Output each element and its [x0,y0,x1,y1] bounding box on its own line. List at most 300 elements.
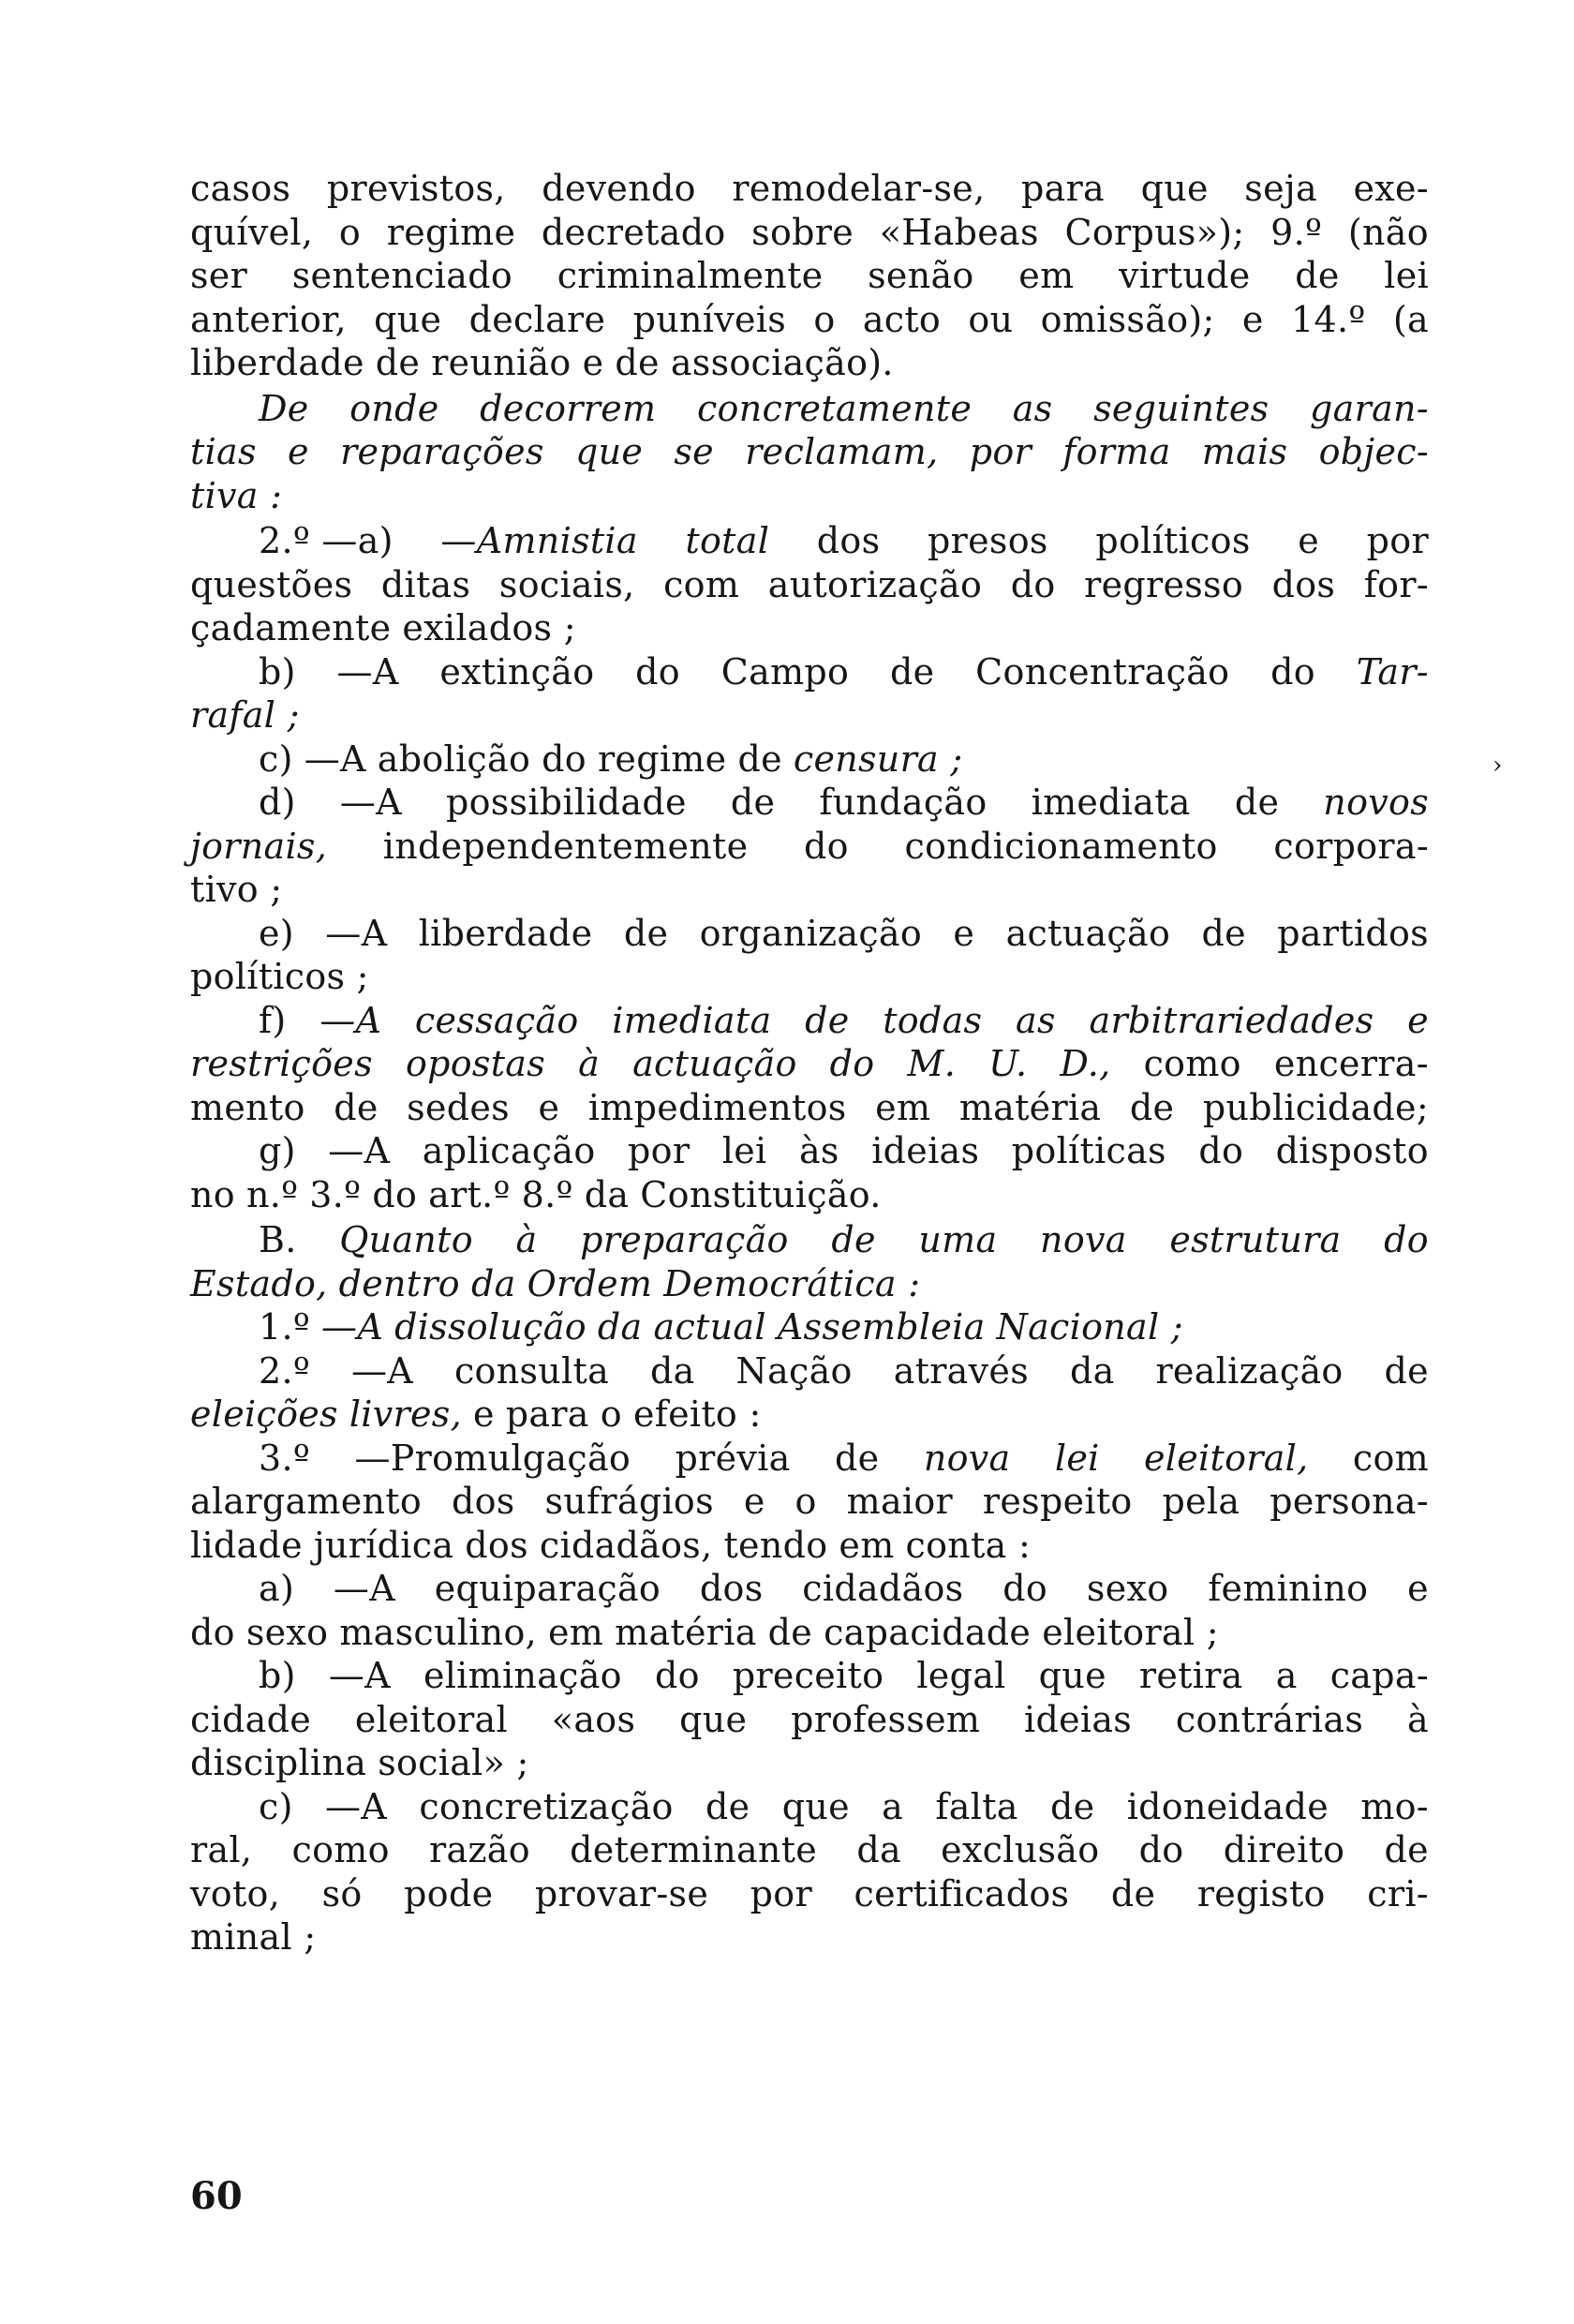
word: de [730,782,776,823]
word: presos [928,520,1048,561]
word: do [804,825,849,867]
text-line [190,912,1429,956]
word: —A [325,1785,388,1827]
word: de [1129,1086,1175,1128]
word: do [1010,563,1056,605]
text-line [190,1173,1429,1217]
word: em [875,1086,931,1128]
word: —Amnistia [440,520,638,561]
word: uma [918,1219,998,1260]
word: capa- [1329,1655,1429,1696]
word: —A [333,1568,395,1609]
word: eleições [190,1393,338,1435]
word: e [743,1481,765,1522]
word: encerra- [1273,1043,1429,1084]
text-line [190,1741,1429,1785]
text-line [190,1218,1429,1262]
word: estrutura [1169,1219,1342,1260]
word: corpora- [1273,825,1429,867]
word: retira [1138,1655,1243,1696]
word: Democrática : [663,1262,921,1304]
word: —A [339,782,402,823]
word: çadamente [190,607,392,648]
text-line [190,955,1429,999]
word: Assembleia [777,1306,986,1348]
word: 1.º [259,1306,311,1348]
word: —A [328,1130,391,1171]
word: da [584,1173,630,1215]
text-line [190,254,1429,298]
word: provar-se [534,1872,709,1914]
word: equiparação [434,1568,661,1609]
word: censura ; [793,737,963,780]
word: sexo [1086,1568,1169,1609]
word: pela [1162,1481,1240,1522]
word: extinção [439,650,595,693]
word: imediata [612,999,772,1041]
word: anterior, [190,298,347,340]
word: sexo [245,1611,329,1653]
word: f) [259,999,287,1041]
word: senão [868,255,974,296]
word: eliminação [423,1655,622,1696]
word: —A [325,912,388,954]
word: exe- [1353,168,1429,209]
word: e [1298,520,1320,561]
text-line [190,1915,1429,1959]
word: regresso [1084,563,1244,605]
word: —A [336,650,399,693]
word: cidadãos, [539,1524,713,1566]
word: conta : [905,1524,1032,1566]
word: às [798,1130,839,1171]
word: sufrágios [544,1481,714,1522]
word: dos [451,1481,515,1522]
text-line [190,387,1429,431]
text-line [190,563,1429,607]
word: De [259,387,309,429]
word: —A [304,737,366,780]
text-line [190,1393,1429,1437]
word: consulta [453,1349,610,1392]
word: c) [259,737,293,780]
word: criminalmente [557,255,824,296]
word: e [538,1086,560,1128]
word: independentemente [382,825,749,867]
word: do [829,1043,875,1084]
word: em [839,1524,895,1566]
word: em [1018,255,1075,296]
word: respeito [982,1481,1133,1522]
word: concretamente [696,387,973,429]
text-line [190,1654,1429,1698]
word: efeito : [632,1393,762,1435]
word: da [470,1262,516,1304]
word: políticos [1095,520,1251,561]
word: seja [1244,168,1317,209]
word: previstos, [326,168,506,209]
word: Nacional ; [996,1306,1183,1348]
word: determinante [570,1829,818,1870]
word: sobre [751,211,854,253]
word: da [649,1349,695,1392]
word: publicidade; [1202,1086,1429,1128]
word: que [1140,168,1209,209]
word: Quanto [339,1219,473,1260]
word: eleitoral [354,1698,508,1740]
word: nova [923,1437,1011,1479]
word: para [1021,168,1106,209]
word: o [794,1481,817,1522]
word: declare [468,298,606,340]
word: B. [259,1219,297,1260]
word: abolição [377,737,531,780]
word: arbitrariedades [1089,999,1374,1041]
word: de [334,1086,379,1128]
word: condicionamento [904,825,1218,867]
word: por [628,1130,690,1171]
word: as [1016,999,1056,1041]
word: —A [319,999,382,1041]
word: de [1384,1829,1429,1870]
word: exclusão [941,1829,1100,1870]
word: todas [883,999,983,1041]
word: 9.º [1270,211,1323,253]
word: garan- [1310,387,1429,429]
word: imediata [1031,782,1191,823]
text-line [190,1042,1429,1086]
text-line [190,825,1429,869]
word: ral, [190,1829,253,1870]
text-line [190,519,1429,563]
word: regime [386,211,516,253]
word: à [1406,1698,1429,1740]
word: 8.º [521,1173,573,1215]
word: actuação [1005,912,1171,954]
word: direito [1223,1829,1345,1870]
word: do [1002,1568,1048,1609]
word: decretado [541,211,726,253]
word: tiva : [190,474,283,516]
word: (a [1392,298,1429,340]
word: Nação [735,1349,853,1392]
word: pode [404,1872,494,1914]
word: e [288,431,309,472]
word: tivo ; [190,869,283,910]
word: dos [465,1524,528,1566]
word: as [1012,387,1053,429]
word: razão [429,1829,530,1870]
word: preparação [580,1219,789,1260]
word: social» ; [378,1742,529,1783]
word: falta [935,1785,1018,1827]
word: onde [349,387,439,429]
word: de [375,342,421,383]
word: Campo [720,650,850,693]
word: o [338,211,362,253]
word: casos [190,168,291,209]
word: dos [816,520,881,561]
word: o [813,298,836,340]
text-line [190,1129,1429,1173]
body-text [190,167,1429,1959]
text-line [190,650,1429,694]
word: alargamento [190,1481,423,1522]
word: tias [190,431,257,472]
word: idoneidade [1126,1785,1329,1827]
word: dissolução [394,1306,587,1348]
text-line [190,737,1429,782]
word: U. [988,1043,1028,1084]
word: fundação [819,782,987,823]
text-line [190,1086,1429,1130]
word: «Habeas [879,211,1039,253]
word: para [505,1393,589,1435]
word: políticos ; [190,956,369,997]
word: Ordem [527,1262,653,1304]
word: matéria [958,1086,1102,1128]
word: objec- [1318,431,1429,472]
word: e [1407,999,1429,1041]
word: com [663,563,740,605]
word: minal ; [190,1916,317,1958]
text-line [190,1698,1429,1742]
word: restrições [190,1043,373,1084]
word: puníveis [632,298,787,340]
word: se [674,431,714,472]
word: feminino [1208,1568,1369,1609]
word: disposto [1275,1130,1429,1171]
word: d) [259,782,296,823]
word: de [615,342,660,383]
word: acto [862,298,942,340]
word: voto, [190,1872,281,1914]
word: prévia [675,1437,791,1479]
word: ser [190,255,248,296]
word: 3.º [309,1173,362,1215]
word: da [1069,1349,1115,1392]
word: de [767,1611,813,1653]
word: Concentração [975,650,1230,693]
word: liberdade [190,342,364,383]
text-line [190,868,1429,912]
word: b) [259,650,296,693]
word: tendo [723,1524,828,1566]
text-line [190,1872,1429,1916]
word: autorização [767,563,983,605]
word: de [834,1437,880,1479]
word: certificados [854,1872,1070,1914]
word: como [1143,1043,1241,1084]
word: a [1275,1655,1298,1696]
word: reparações [340,431,544,472]
word: que [1038,1655,1106,1696]
text-line [190,474,1429,518]
word: lei [1054,1437,1100,1479]
word: virtude [1119,255,1251,296]
word: de [831,1219,876,1260]
word: maior [846,1481,953,1522]
word: actual [653,1306,766,1348]
word: a [882,1785,904,1827]
word: remodelar-se, [732,168,986,209]
text-line [190,1480,1429,1524]
word: reunião [431,342,572,383]
word: matéria [615,1611,757,1653]
word: —A [328,1655,391,1696]
text-line [190,341,1429,385]
word: sedes [407,1086,510,1128]
word: por [750,1872,812,1914]
text-line [190,606,1429,650]
word: como [291,1829,390,1870]
word: que [574,431,644,472]
word: contrárias [1175,1698,1364,1740]
word: preceito [732,1655,884,1696]
word: cessação [414,999,579,1041]
word: do [1384,1219,1429,1260]
word: M. [907,1043,957,1084]
word: ditas [380,563,471,605]
word: impedimentos [587,1086,847,1128]
word: regime [597,737,727,780]
word: lidade [190,1524,303,1566]
word: reclamam, [745,431,939,472]
word: eleitoral, [1144,1437,1309,1479]
word: que [679,1698,748,1740]
word: do [1138,1829,1184,1870]
margin-mark: › [1492,752,1503,780]
word: sociais, [498,563,635,605]
word: ideias [871,1130,980,1171]
word: Corpus»); [1064,211,1245,253]
text-line [190,1305,1429,1349]
page-number: 60 [190,2174,243,2218]
word: n.º [245,1173,299,1215]
text-line [190,1611,1429,1655]
word: e [953,912,975,954]
word: actuação [632,1043,797,1084]
word: capacidade [824,1611,1032,1653]
word: quível, [190,211,314,253]
word: só [321,1872,363,1914]
word: liberdade [418,912,593,954]
word: do [635,650,680,693]
word: mo- [1360,1785,1429,1827]
word: c) [259,1785,293,1827]
word: do [372,1173,418,1215]
word: exilados ; [402,607,576,648]
word: opostas [405,1043,546,1084]
word: art.º [428,1173,511,1215]
word: possibilidade [445,782,687,823]
word: lei [721,1130,767,1171]
word: e [582,342,604,383]
text-line [190,1785,1429,1829]
word: do [542,737,587,780]
word: do [190,1611,235,1653]
word: novos [1323,782,1429,823]
word: de [737,737,782,780]
word: b) [259,1655,296,1696]
word: questões [190,563,353,605]
word: por [969,431,1032,472]
text-line [190,430,1429,474]
word: cidade [190,1698,312,1740]
word: 2.º —a) [259,520,394,561]
word: que [781,1785,850,1827]
word: políticas [1011,1130,1166,1171]
word: e [472,1393,495,1435]
text-line [190,693,1429,737]
text-line [190,1524,1429,1568]
text-line [190,298,1429,342]
word: dentro [338,1262,460,1304]
word: 14.º [1291,298,1366,340]
word: de [1384,1349,1429,1392]
word: —A [321,1306,384,1348]
text-line [190,1349,1429,1393]
word: (não [1347,211,1429,253]
word: de [1110,1872,1156,1914]
word: disciplina [190,1742,367,1783]
word: Constituição. [640,1173,882,1215]
word: partidos [1277,912,1429,954]
word: «aos [551,1698,636,1740]
word: de [1295,255,1340,296]
text-line [190,1437,1429,1481]
word: seguintes [1093,387,1270,429]
word: dos [1271,563,1336,605]
word: o [600,1393,622,1435]
word: cri- [1367,1872,1429,1914]
word: Tar- [1356,650,1429,693]
word: de [889,650,935,693]
word: jurídica [313,1524,454,1566]
word: devendo [542,168,696,209]
word: do [1198,1130,1244,1171]
word: g) [259,1130,296,1171]
word: organização [699,912,923,954]
word: e [1241,298,1264,340]
text-line [190,1262,1429,1306]
word: associação). [670,342,894,383]
word: sentenciado [291,255,513,296]
word: 3.º [259,1437,311,1479]
word: e [1407,1568,1429,1609]
word: mento [190,1086,305,1128]
word: 2.º [259,1349,311,1392]
word: de [705,1785,750,1827]
word: eleitoral ; [1042,1611,1219,1653]
word: lei [1384,255,1429,296]
word: concretização [419,1785,674,1827]
text-line [190,1828,1429,1872]
word: da [597,1306,643,1348]
word: decorrem [480,387,657,429]
word: que [374,298,442,340]
word: dos [699,1568,764,1609]
word: através [893,1349,1029,1392]
word: em [548,1611,604,1653]
text-line [190,167,1429,211]
word: no [190,1173,235,1215]
word: de [1234,782,1280,823]
word: e) [259,912,294,954]
word: do [1270,650,1315,693]
word: rafal ; [190,694,300,736]
word: persona- [1270,1481,1429,1522]
